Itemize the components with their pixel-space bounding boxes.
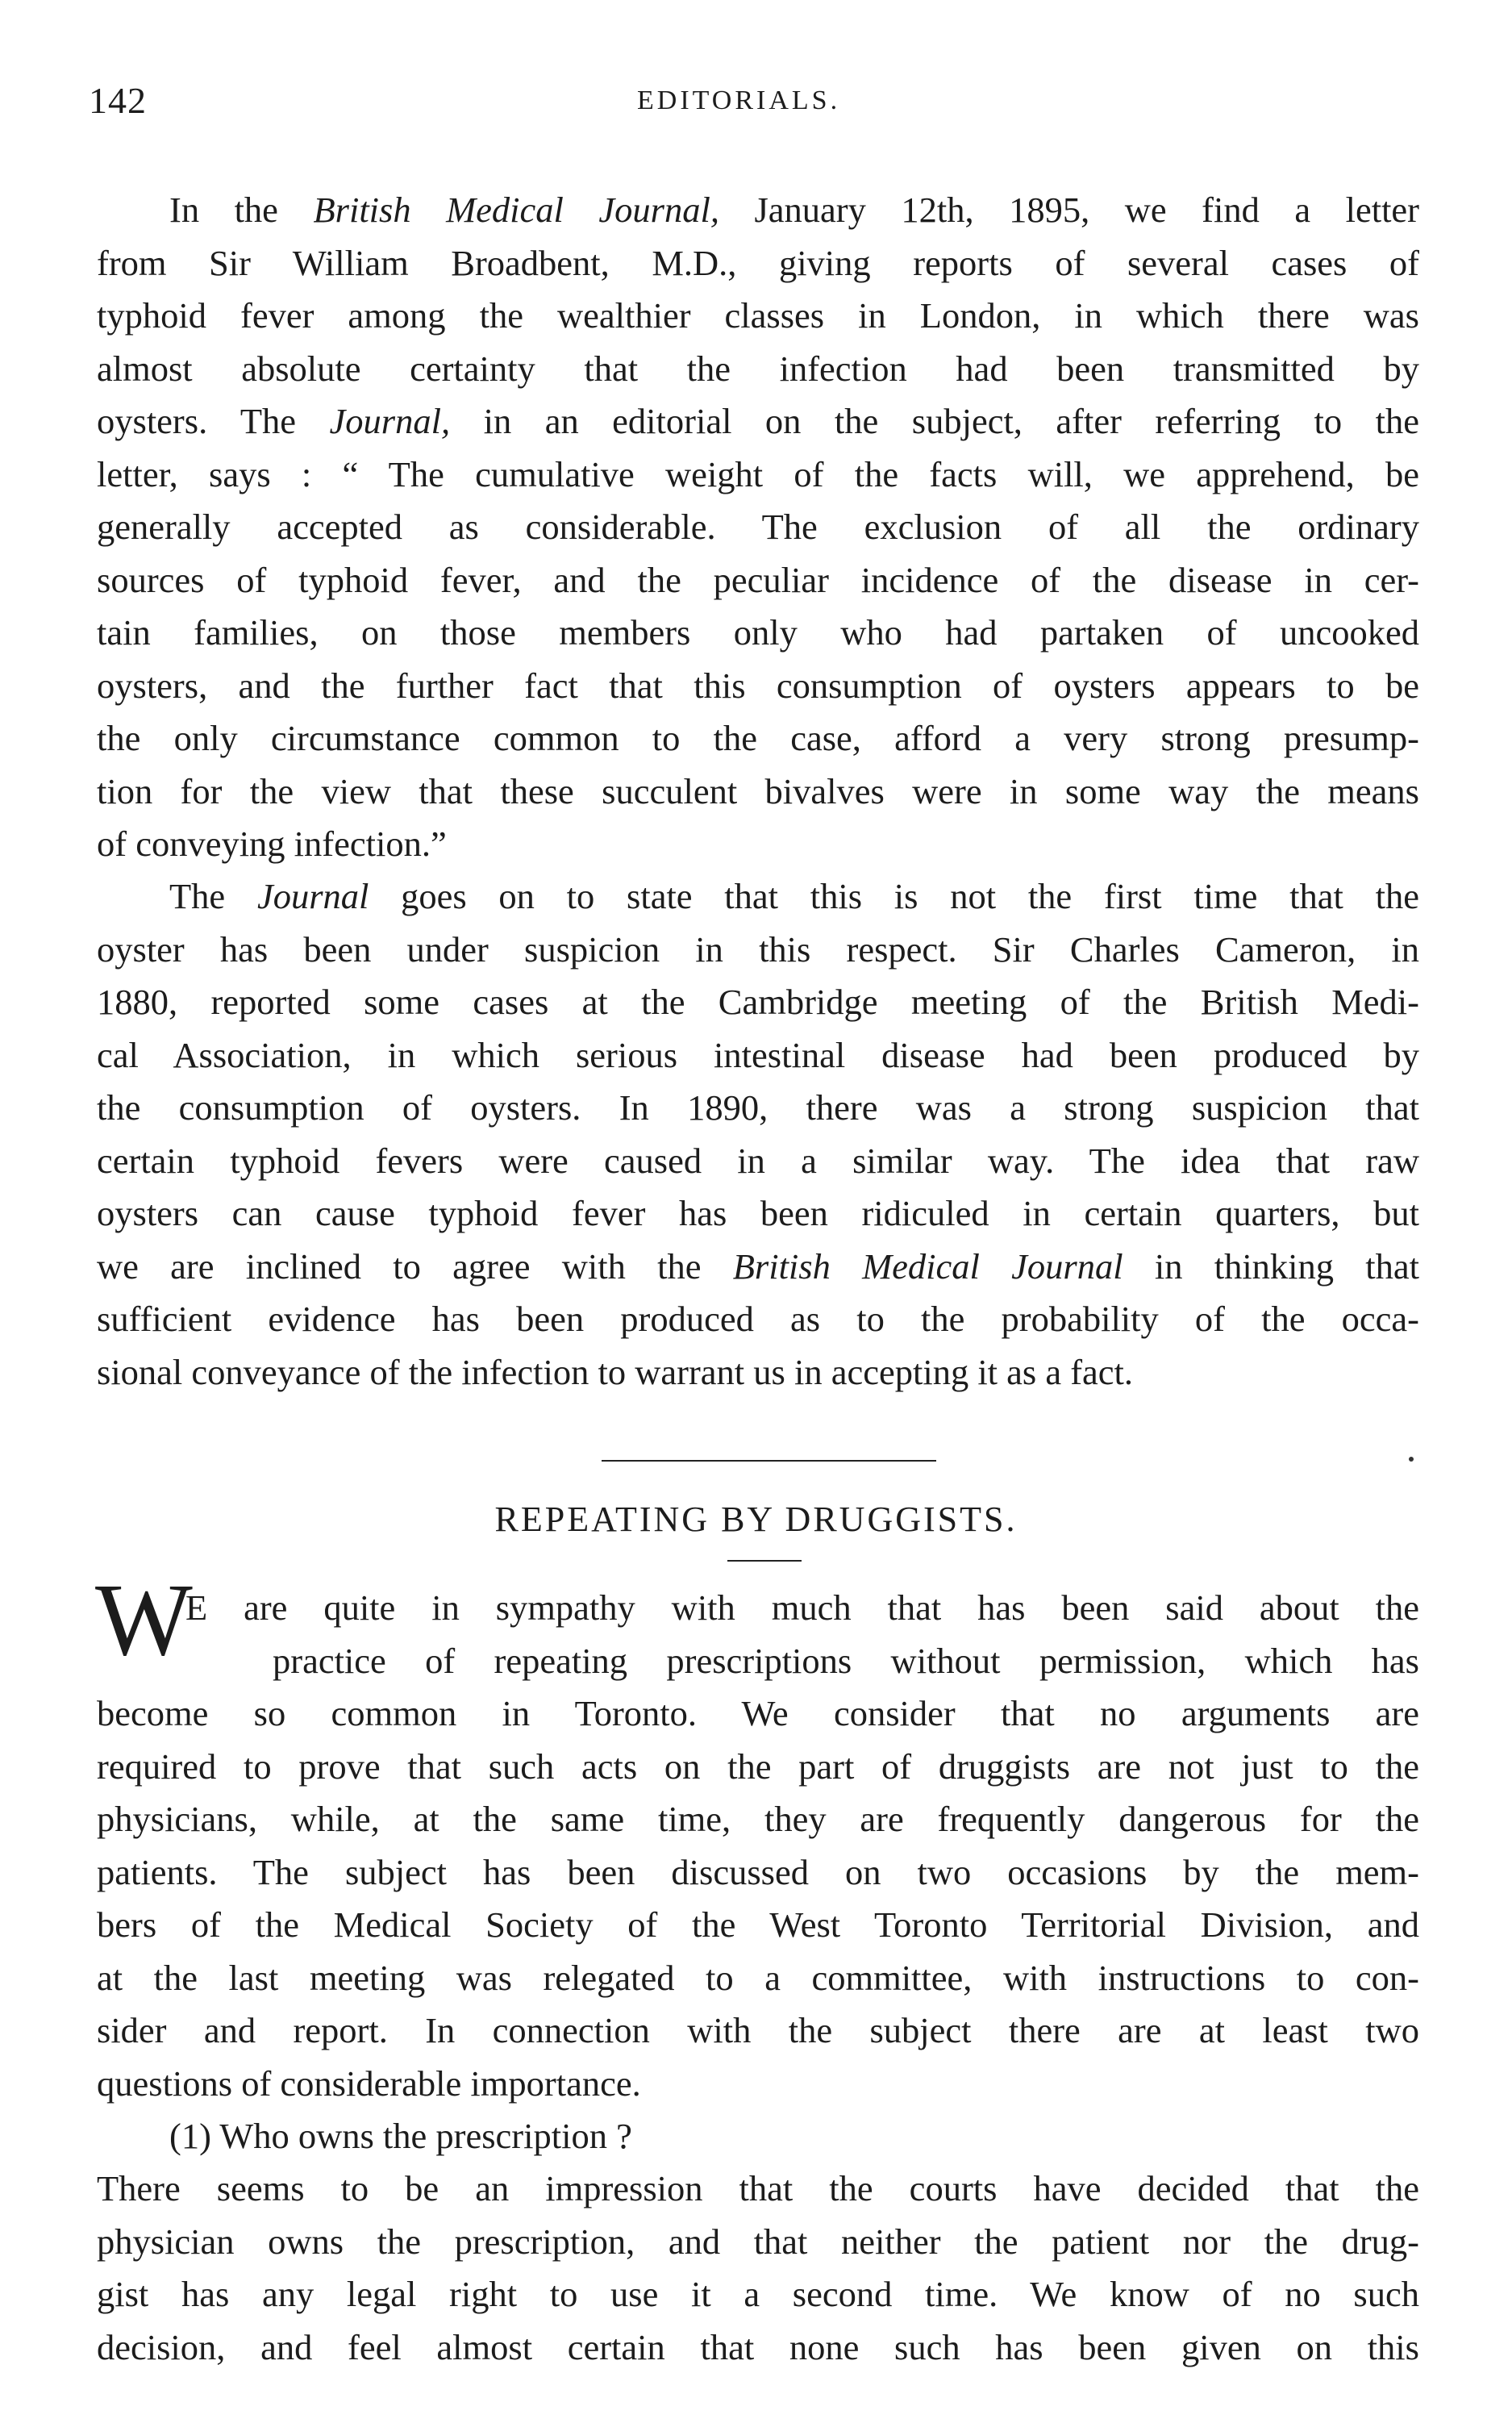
text-run: tain families, on those members only who had partaken of uncooked bbox=[97, 612, 1419, 653]
text-line: physician owns the prescription, and that neither the patient nor the drug- bbox=[97, 2221, 1419, 2262]
text-line bbox=[97, 1293, 1419, 1346]
text-run: sufficient evidence has been produced as to the probability of the occa- bbox=[97, 1299, 1419, 1339]
text-line: E are quite in sympathy with much that has been said about the bbox=[185, 1587, 1419, 1628]
text-line bbox=[97, 184, 1419, 237]
text-line: become so common in Toronto. We consider that no arguments are bbox=[97, 1693, 1419, 1733]
text-run: goes on to state that this is not the first time that the bbox=[369, 876, 1420, 916]
text-line: decision, and feel almost certain that none such has been given on this bbox=[97, 2326, 1419, 2367]
text-line: questions of considerable importance. bbox=[97, 2062, 641, 2104]
text-line bbox=[97, 1241, 1419, 1294]
text-run: sional conveyance of the infection to warrant us in accepting it as a fact. bbox=[97, 1351, 1134, 1392]
text-run: oyster has been under suspicion in this respect. Sir Charles Cameron, in bbox=[97, 928, 1419, 970]
heading-underline bbox=[727, 1560, 802, 1562]
text-run: oysters can cause typhoid fever has been ridiculed in certain quarters, but bbox=[97, 1193, 1419, 1233]
text-run: in an editorial on the subject, after referring to the bbox=[450, 401, 1419, 441]
text-line: gist has any legal right to use it a second time. We know of no such bbox=[97, 2274, 1419, 2314]
text-line bbox=[97, 660, 1419, 713]
text-run: 1880, reported some cases at the Cambridge meeting of the British Medi- bbox=[97, 982, 1419, 1022]
text-run: typhoid fever among the wealthier classes in London, in which there was bbox=[97, 295, 1419, 336]
text-run: of conveying infection.” bbox=[97, 824, 447, 864]
text-run: the only circumstance common to the case, afford a very strong presump- bbox=[97, 718, 1419, 758]
text-line: patients. The subject has been discussed on two occasions by the mem- bbox=[97, 1851, 1419, 1892]
text-line bbox=[97, 501, 1419, 554]
text-line: sider and report. In connection with the subject there are at least two bbox=[97, 2010, 1419, 2050]
text-line bbox=[97, 1187, 1419, 1241]
text-line bbox=[97, 1135, 1419, 1188]
text-line bbox=[97, 818, 1419, 871]
text-line bbox=[97, 1029, 1419, 1082]
text-line: at the last meeting was relegated to a committee, with instructions to con- bbox=[97, 1957, 1419, 1998]
question-heading bbox=[97, 2110, 1419, 2163]
text-line: required to prove that such acts on the part of druggists are not just to the bbox=[97, 1745, 1419, 1787]
text-run: certain typhoid fevers were caused in a similar way. The idea that raw bbox=[97, 1140, 1419, 1181]
italic-title: Journal, bbox=[329, 401, 451, 441]
text-run: generally accepted as considerable. The exclusion of all the ordinary bbox=[97, 507, 1419, 547]
paragraph-oysters-letter bbox=[97, 184, 1419, 871]
text-line bbox=[97, 924, 1419, 977]
text-run: almost absolute certainty that the infection had been transmitted by bbox=[97, 348, 1419, 389]
text-run: the consumption of oysters. In 1890, there was a strong suspicion that bbox=[97, 1087, 1419, 1128]
text-line bbox=[97, 237, 1419, 290]
drop-cap: W bbox=[95, 1562, 193, 1677]
text-line bbox=[97, 765, 1419, 819]
text-line bbox=[97, 870, 1419, 924]
text-run: January 12th, 1895, we find a letter bbox=[719, 190, 1419, 230]
text-line bbox=[97, 1082, 1419, 1135]
text-line bbox=[97, 976, 1419, 1029]
text-line bbox=[97, 290, 1419, 343]
text-line bbox=[97, 343, 1419, 396]
text-line bbox=[97, 712, 1419, 765]
text-run: sources of typhoid fever, and the peculiar incidence of the disease in cer- bbox=[97, 559, 1419, 600]
section-heading: REPEATING BY DRUGGISTS. bbox=[494, 1499, 1018, 1539]
italic-title: Journal bbox=[256, 876, 369, 916]
text-line bbox=[97, 1346, 1419, 1399]
italic-title: British Medical Journal, bbox=[313, 190, 719, 230]
text-run: in thinking that bbox=[1123, 1245, 1420, 1287]
paragraph-repeating-prescriptions bbox=[97, 1687, 1419, 2110]
page-number: 142 bbox=[89, 80, 147, 121]
text-line bbox=[97, 395, 1419, 448]
text-line: There seems to be an impression that the courts have decided that the bbox=[97, 2168, 1419, 2208]
section-divider bbox=[602, 1460, 936, 1462]
text-run: oysters. The bbox=[97, 401, 330, 441]
paragraph-prescription-ownership bbox=[97, 2163, 1419, 2374]
italic-title: British Medical Journal bbox=[732, 1245, 1123, 1287]
running-title: EDITORIALS. bbox=[637, 85, 841, 115]
text-line bbox=[97, 554, 1419, 607]
text-line: practice of repeating prescriptions without permission, which has bbox=[273, 1640, 1419, 1681]
print-speck bbox=[1409, 1457, 1414, 1462]
text-run: cal Association, in which serious intestinal disease had been produced by bbox=[97, 1034, 1419, 1075]
text-run: letter, says : “ The cumulative weight of the facts will, we apprehend, be bbox=[97, 453, 1419, 494]
text-run: from Sir William Broadbent, M.D., giving reports of several cases of bbox=[97, 242, 1419, 283]
question-line: (1) Who owns the prescription ? bbox=[169, 2116, 632, 2156]
text-run: oysters, and the further fact that this consumption of oysters appears to be bbox=[97, 665, 1419, 706]
text-run: In the bbox=[169, 190, 314, 230]
text-line bbox=[97, 448, 1419, 502]
text-line: physicians, while, at the same time, they are frequently dangerous for the bbox=[97, 1799, 1419, 1839]
text-run: The bbox=[169, 876, 257, 916]
paragraph-journal-continues bbox=[97, 870, 1419, 1399]
text-line: bers of the Medical Society of the West Toronto Territorial Division, and bbox=[97, 1904, 1419, 1945]
drop-cap-paragraph-opening bbox=[97, 1582, 1419, 1687]
text-run: we are inclined to agree with the bbox=[97, 1245, 733, 1287]
text-line bbox=[97, 607, 1419, 660]
text-run: tion for the view that these succulent bivalves were in some way the means bbox=[97, 770, 1419, 811]
